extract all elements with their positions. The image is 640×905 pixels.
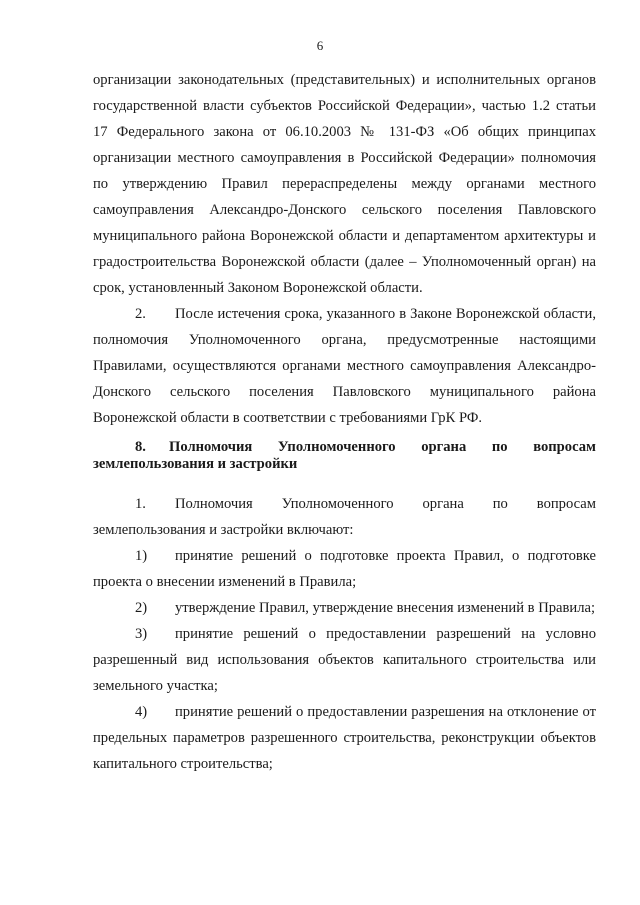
paragraph-number: 2. (135, 306, 146, 322)
paragraph-8-1 (93, 491, 596, 543)
section-heading (93, 439, 596, 473)
section-title: Полномочия Уполномоченного органа по вопросам землепользования и застройки (93, 439, 596, 472)
list-item-text: принятие решений о подготовке проекта Правил, о подготовке проекта о внесении изменений в Правила; (93, 548, 596, 590)
document-body (93, 67, 596, 777)
list-item-number: 2) (135, 600, 148, 616)
list-item-text: принятие решений о предоставлении разрешения на отклонение от предельных параметров разрешенного строительства, реконструкции объектов капитального строительства; (93, 704, 596, 772)
page-number: 6 (316, 38, 324, 53)
list-item (93, 699, 596, 777)
paragraph-2 (93, 301, 596, 431)
list-item (93, 543, 596, 595)
list-item (93, 595, 596, 621)
paragraph-continuation: организации законодательных (представительных) и исполнительных органов государственной власти субъектов Российской Федерации», частью 1.2 статьи 17 Федерального закона от 06.10.2003 № 131-ФЗ «Об общих принципах организации местного самоуправления в Российской Федерации» полномочия по утверждению Правил перераспределены между органами местного самоуправления Александро-Донского сельского поселения Павловского муниципального района Воронежской области и департаментом архитектуры и градостроительства Воронежской области (далее – Уполномоченный орган) на срок, установленный Законом Воронежской области. (93, 72, 596, 296)
list-item (93, 621, 596, 699)
paragraph-text: Полномочия Уполномоченного органа по вопросам землепользования и застройки включают: (93, 496, 596, 538)
list-item-number: 1) (135, 548, 148, 564)
section-number: 8. (135, 439, 146, 455)
paragraph-text: После истечения срока, указанного в Законе Воронежской области, полномочия Уполномоченного органа, предусмотренные настоящими Правилами, осуществляются органами местного самоуправления Александро-Донского сельского поселения Павловского муниципального района Воронежской области в соответствии с требованиями ГрК РФ. (93, 306, 596, 426)
paragraph-number: 1. (135, 496, 146, 512)
list-item-number: 4) (135, 704, 148, 720)
list-item-text: утверждение Правил, утверждение внесения изменений в Правила; (175, 600, 596, 616)
list-item-text: принятие решений о предоставлении разрешений на условно разрешенный вид использования объектов капитального строительства или земельного участка; (93, 626, 596, 694)
list-item-number: 3) (135, 626, 148, 642)
